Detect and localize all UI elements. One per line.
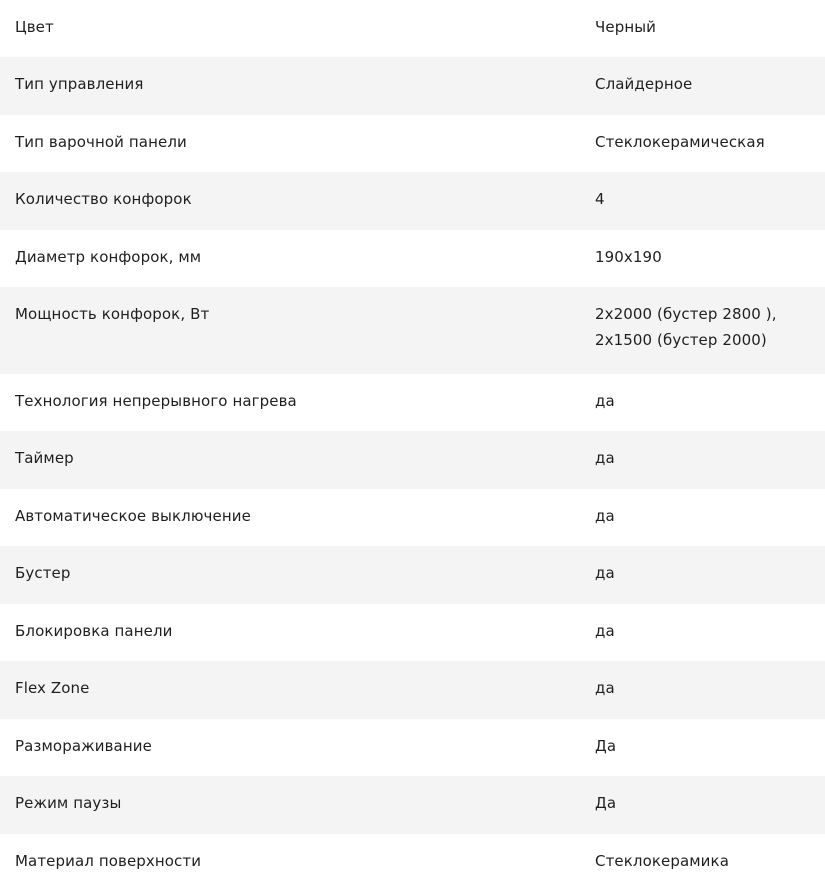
- spec-label: Мощность конфорок, Вт: [15, 305, 210, 323]
- spec-label: Flex Zone: [15, 679, 90, 697]
- spec-label: Режим паузы: [15, 794, 122, 812]
- spec-row-surface-material: [0, 834, 825, 891]
- spec-value-line: 4: [595, 190, 605, 208]
- spec-row-burner-diameter: [0, 230, 825, 287]
- spec-value-line: 2х2000 (бустер 2800 ),: [595, 305, 777, 323]
- spec-label: Автоматическое выключение: [15, 507, 251, 525]
- spec-value: [595, 544, 825, 586]
- spec-row-panel-lock: [0, 604, 825, 661]
- spec-value-line: да: [595, 507, 615, 525]
- spec-label: Технология непрерывного нагрева: [15, 392, 297, 410]
- spec-value: [595, 372, 825, 414]
- spec-row-color: [0, 0, 825, 57]
- spec-label: Количество конфорок: [15, 190, 192, 208]
- spec-value-line: Стеклокерамика: [595, 852, 729, 870]
- spec-value-line: да: [595, 679, 615, 697]
- spec-value: [595, 0, 825, 40]
- spec-value-line: Черный: [595, 18, 657, 36]
- spec-row-timer: [0, 431, 825, 489]
- spec-value: [595, 659, 825, 701]
- spec-label: Диаметр конфорок, мм: [15, 248, 202, 266]
- spec-label: Цвет: [15, 18, 54, 36]
- spec-label: Блокировка панели: [15, 622, 173, 640]
- spec-value-line: 190х190: [595, 248, 662, 266]
- spec-value: [595, 55, 825, 97]
- spec-label: Тип управления: [15, 75, 144, 93]
- spec-row-flex-zone: [0, 661, 825, 719]
- spec-value: [595, 832, 825, 874]
- spec-row-continuous-heating: [0, 374, 825, 431]
- spec-value: [595, 602, 825, 644]
- spec-row-booster: [0, 546, 825, 604]
- spec-value: [595, 774, 825, 816]
- spec-value: [595, 717, 825, 759]
- spec-value: [595, 170, 825, 212]
- spec-value-line: да: [595, 392, 615, 410]
- spec-value-line: да: [595, 449, 615, 467]
- spec-value-line: Да: [595, 794, 617, 812]
- spec-value: [595, 113, 825, 155]
- spec-label: Таймер: [15, 449, 74, 467]
- spec-row-defrost: [0, 719, 825, 776]
- spec-label: Тип варочной панели: [15, 133, 187, 151]
- spec-value: [595, 487, 825, 529]
- spec-row-pause-mode: [0, 776, 825, 834]
- spec-row-hob-type: [0, 115, 825, 172]
- spec-row-burner-power: [0, 287, 825, 374]
- spec-value-line: Слайдерное: [595, 75, 693, 93]
- spec-value-line: 2х1500 (бустер 2000): [595, 331, 767, 349]
- spec-value-line: Да: [595, 737, 617, 755]
- spec-label: Бустер: [15, 564, 71, 582]
- spec-label: Размораживание: [15, 737, 152, 755]
- spec-value: [595, 228, 825, 270]
- spec-value-line: да: [595, 622, 615, 640]
- spec-value-line: Стеклокерамическая: [595, 133, 765, 151]
- spec-row-auto-shutoff: [0, 489, 825, 546]
- spec-row-control-type: [0, 57, 825, 115]
- spec-value-line: да: [595, 564, 615, 582]
- spec-label: Материал поверхности: [15, 852, 202, 870]
- spec-row-burner-count: [0, 172, 825, 230]
- spec-value: [595, 285, 825, 353]
- spec-value: [595, 429, 825, 471]
